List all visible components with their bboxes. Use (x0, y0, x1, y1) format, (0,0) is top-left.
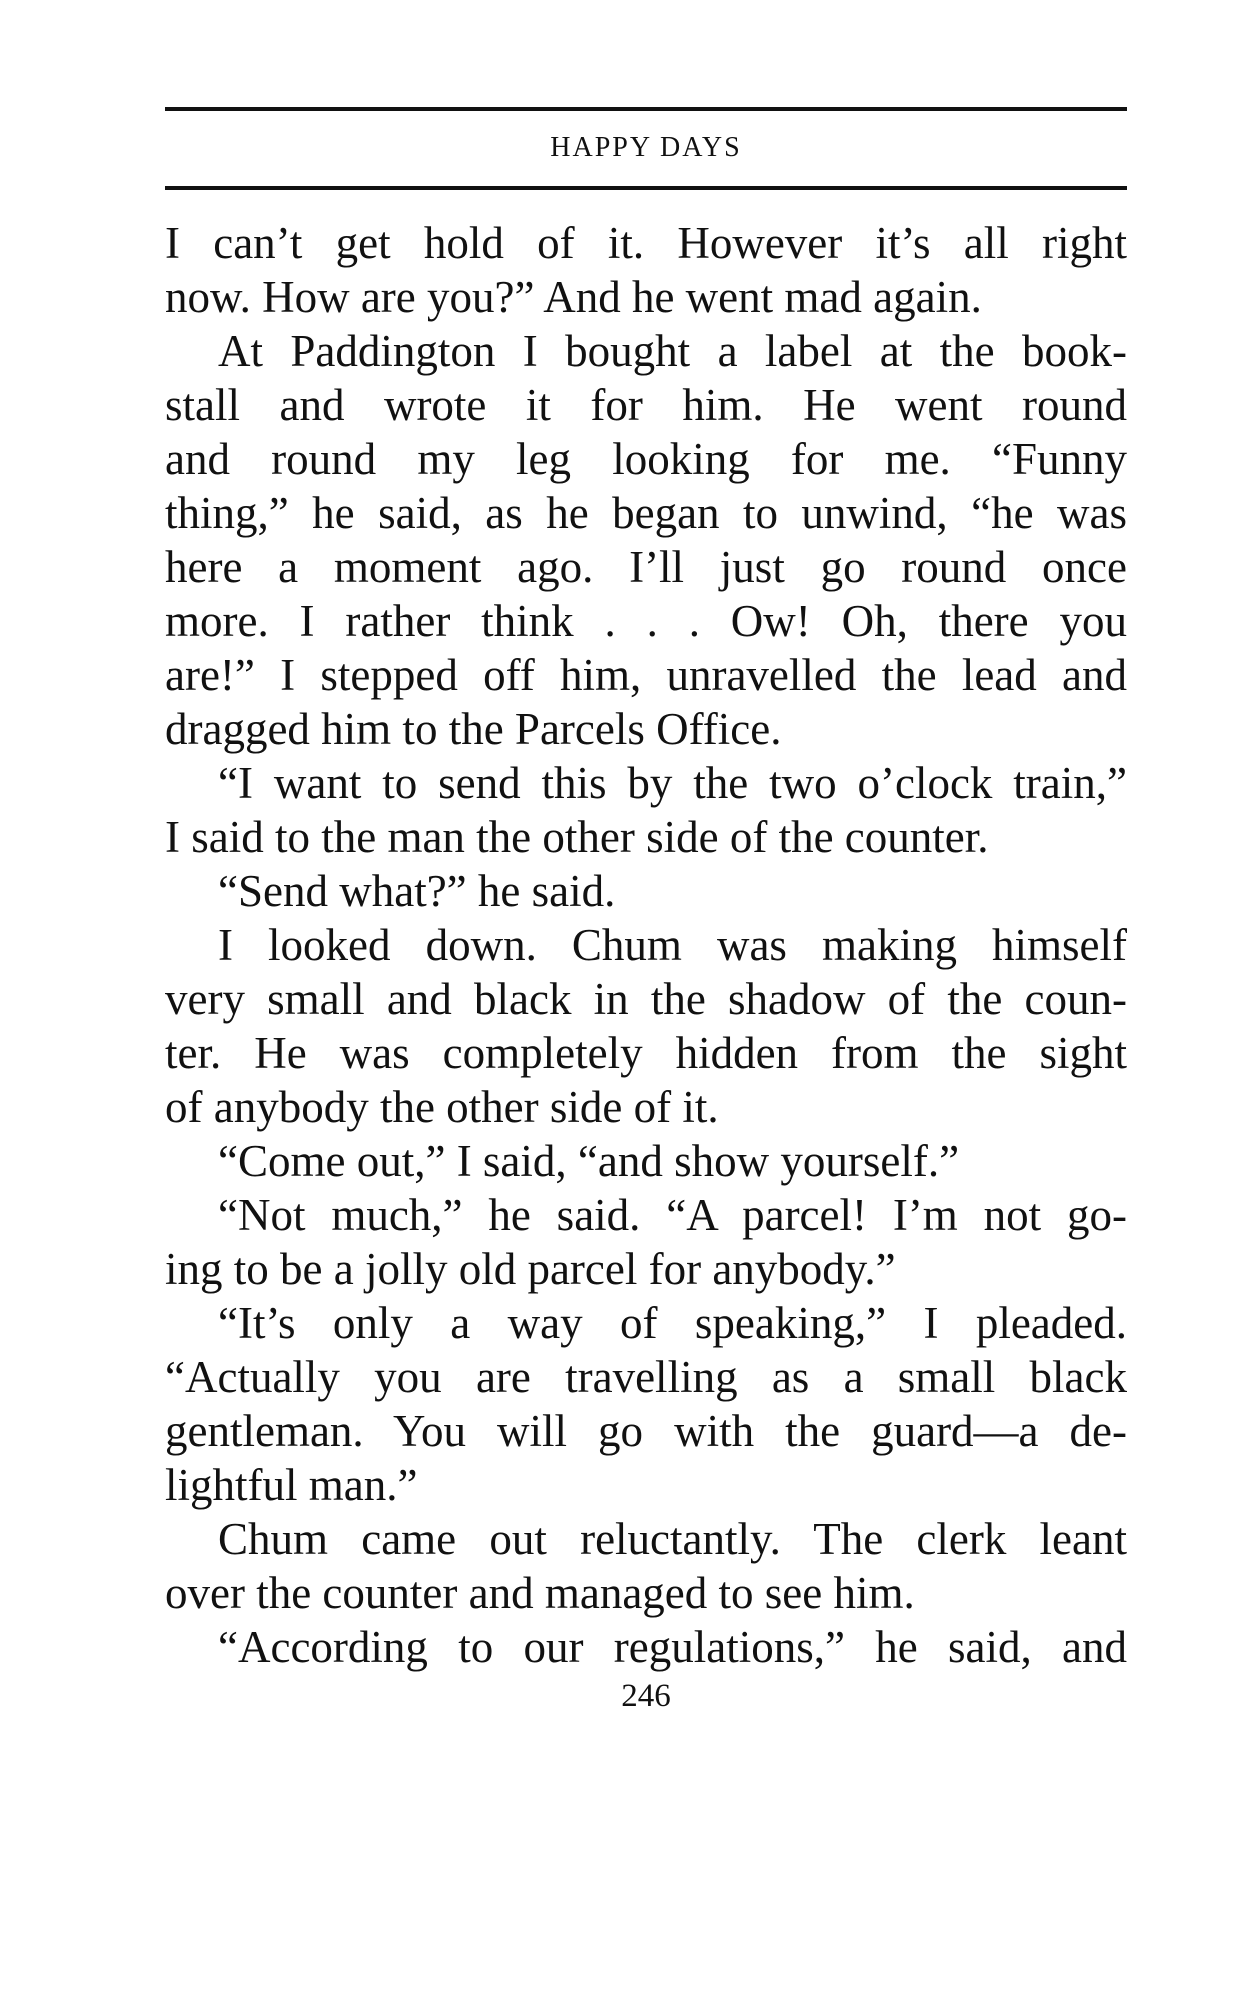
text-line: very small and black in the shadow of the coun- (165, 974, 1127, 1024)
text-line: more. I rather think . . . Ow! Oh, there you (165, 596, 1127, 646)
text-line: gentleman. You will go with the guard—a de- (165, 1406, 1127, 1456)
text-line: and round my leg looking for me. “Funny (165, 434, 1127, 484)
page-number: 246 (621, 1678, 671, 1714)
text-line: ing to be a jolly old parcel for anybody.” (165, 1244, 896, 1294)
text-line: “Come out,” I said, “and show yourself.” (218, 1136, 960, 1186)
text-line: here a moment ago. I’ll just go round once (165, 542, 1127, 592)
text-line: “It’s only a way of speaking,” I pleaded. (218, 1298, 1127, 1348)
text-line: now. How are you?” And he went mad again. (165, 272, 982, 322)
text-line: “Send what?” he said. (218, 866, 616, 916)
text-line: I looked down. Chum was making himself (218, 920, 1127, 970)
text-line: “I want to send this by the two o’clock train,” (218, 758, 1127, 808)
text-line: “Actually you are travelling as a small black (165, 1352, 1127, 1402)
text-line: At Paddington I bought a label at the book- (218, 326, 1127, 376)
text-line: “According to our regulations,” he said, and (218, 1622, 1127, 1672)
text-line: stall and wrote it for him. He went round (165, 380, 1127, 430)
running-head: HAPPY DAYS (550, 132, 742, 163)
text-line: dragged him to the Parcels Office. (165, 704, 782, 754)
text-line: ter. He was completely hidden from the sight (165, 1028, 1127, 1078)
text-line: of anybody the other side of it. (165, 1082, 719, 1132)
header-bottom-rule (165, 186, 1127, 190)
text-line: I can’t get hold of it. However it’s all right (165, 218, 1127, 268)
text-line: are!” I stepped off him, unravelled the lead and (165, 650, 1127, 700)
text-line: “Not much,” he said. “A parcel! I’m not go- (218, 1190, 1127, 1240)
text-line: lightful man.” (165, 1460, 418, 1510)
text-line: Chum came out reluctantly. The clerk leant (218, 1514, 1127, 1564)
text-line: over the counter and managed to see him. (165, 1568, 915, 1618)
text-line: I said to the man the other side of the counter. (165, 812, 989, 862)
header-top-rule (165, 107, 1127, 111)
text-line: thing,” he said, as he began to unwind, “he was (165, 488, 1127, 538)
